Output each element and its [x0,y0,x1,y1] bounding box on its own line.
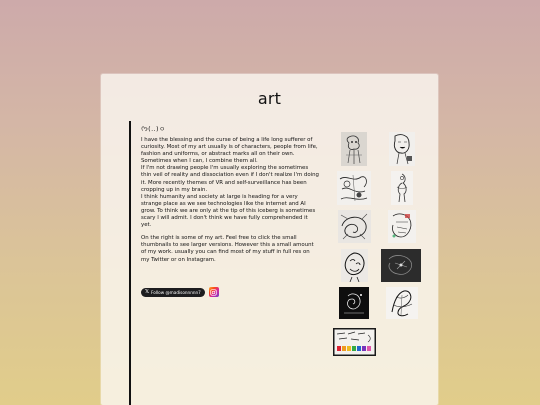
page-title: art [257,89,282,108]
x-logo-icon: 𝕏 [145,289,150,295]
instagram-icon [210,289,217,296]
twitter-follow-label: Follow @madisonnnnn7 [151,289,201,295]
bio-text [141,137,319,264]
art-thumbnail[interactable] [333,328,376,356]
bio-paragraph: I have the blessing and the curse of being a life long sufferer of curiosity. Most of my art usually is of characters, people from life, fashion and uniforms, or abstract marks all on their own. Sometimes when I can, I combine them all. [141,137,318,165]
art-thumbnail[interactable] [388,210,416,243]
twitter-follow-button[interactable] [141,288,205,297]
social-links [141,287,219,297]
kaomoji: ᢉ𐭩(..)ㅇ [141,125,166,133]
art-thumbnail[interactable] [391,171,413,205]
bio-paragraph: I think humanity and society at large is heading for a very strange place as we see technologies like the internet and AI grow. To think we are only at the tip of this iceberg is sometimes scary I will admit. I don't think we have fully comprehended it yet. [141,193,316,229]
art-thumbnail[interactable] [341,132,367,166]
content-card [101,74,438,405]
art-thumbnail[interactable] [341,249,368,282]
art-thumbnail[interactable] [338,210,371,243]
art-thumbnail[interactable] [339,287,369,319]
art-thumbnail[interactable] [386,287,418,319]
vertical-divider [129,121,131,405]
art-thumbnail[interactable] [389,132,415,166]
bio-paragraph: On the right is some of my art. Feel free to click the small thumbnails to see larger versions. However this a small amount of my work. usually you can find most of my stuff in full res on my Twitter or on Instagram. [141,235,314,263]
bio-paragraph: If I'm not drawing people I'm usually exploring the sometimes thin veil of reality and dissociation even if I don't realize I'm doing it. More recently themes of VR and self-surveillance has been cropping up in my brain. [141,165,319,193]
art-thumbnail[interactable] [381,249,421,282]
instagram-button[interactable] [209,287,219,297]
art-thumbnail[interactable] [337,171,371,205]
